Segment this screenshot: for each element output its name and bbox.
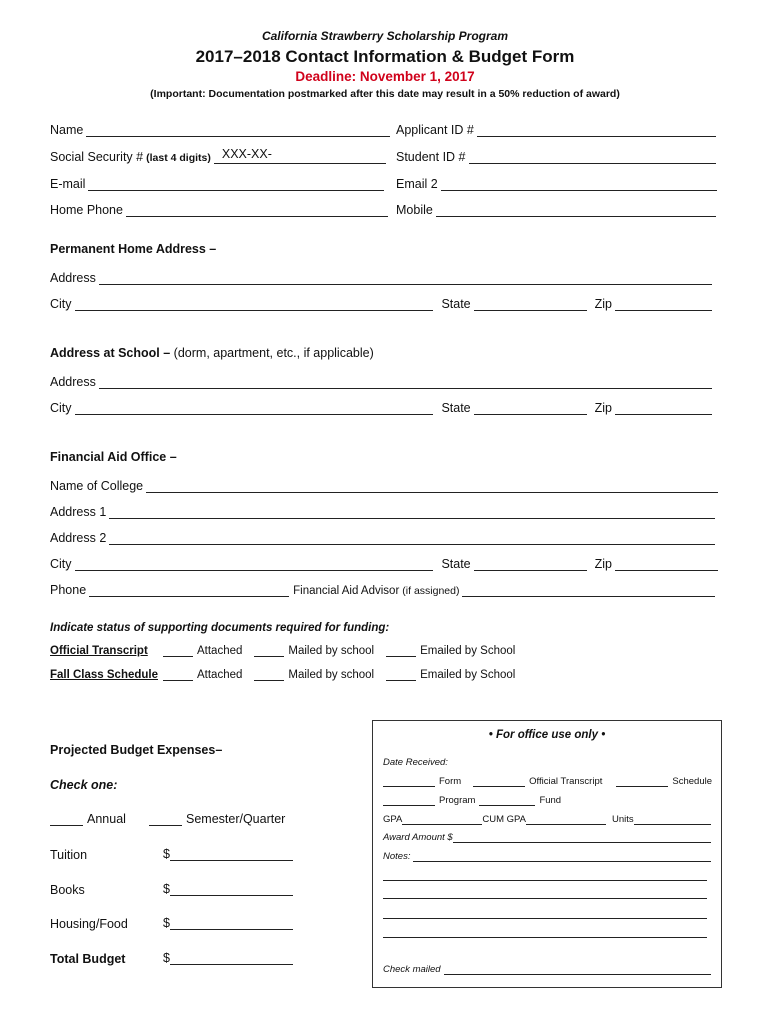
finaid-address2-label: Address 2 (50, 531, 107, 545)
office-row-check (383, 964, 711, 975)
ssn-field[interactable] (50, 146, 386, 164)
option-label: Emailed by School (420, 669, 516, 681)
option-label: Emailed by School (420, 645, 516, 657)
school-state-label: State (441, 401, 471, 415)
finaid-state-line[interactable] (474, 558, 587, 571)
ssn-label: Social Security # (50, 150, 144, 164)
home-phone-label: Home Phone (50, 203, 123, 217)
units-label: Units (612, 814, 634, 825)
form-field[interactable] (383, 776, 461, 787)
applicant-id-label: Applicant ID # (396, 123, 474, 137)
office-row-3 (383, 814, 711, 825)
option-label: Attached (197, 669, 243, 681)
email2-label: Email 2 (396, 177, 438, 191)
semester-label: Semester/Quarter (186, 812, 286, 826)
school-city-label: City (50, 401, 72, 415)
school-address-heading (50, 346, 374, 360)
email2-line[interactable] (441, 178, 717, 191)
finaid-address2-line[interactable] (109, 532, 715, 545)
office-use-box (372, 720, 722, 988)
mobile-label: Mobile (396, 203, 433, 217)
permanent-city-label: City (50, 297, 72, 311)
applicant-id-field[interactable] (396, 119, 716, 137)
books-amount[interactable] (163, 882, 293, 896)
transcript-mailed-option[interactable] (254, 645, 374, 657)
checkbox-line[interactable] (386, 645, 416, 657)
school-address-field[interactable] (50, 371, 712, 389)
dollar-sign: $ (163, 847, 170, 861)
check-mailed-line[interactable] (444, 964, 711, 975)
permanent-address-line[interactable] (99, 272, 712, 285)
finaid-city-row (50, 553, 718, 571)
semester-option[interactable] (149, 812, 285, 826)
dollar-sign: $ (163, 916, 170, 930)
finaid-state-label: State (441, 557, 471, 571)
home-phone-line[interactable] (126, 204, 388, 217)
option-label: Attached (197, 645, 243, 657)
school-zip-label: Zip (594, 401, 612, 415)
schedule-line[interactable] (616, 776, 668, 787)
finaid-phone-label: Phone (50, 583, 87, 597)
home-phone-field[interactable] (50, 199, 388, 217)
important-note: (Important: Documentation postmarked after this date may result in a 50% reduction of award) (150, 88, 620, 100)
schedule-emailed-option[interactable] (386, 669, 515, 681)
checkbox-line[interactable] (254, 645, 284, 657)
dollar-sign: $ (163, 882, 170, 896)
finaid-zip-line[interactable] (615, 558, 718, 571)
date-received-label: Date Received: (383, 757, 448, 768)
school-state-line[interactable] (474, 402, 587, 415)
transcript-line[interactable] (473, 776, 525, 787)
annual-label: Annual (87, 812, 126, 826)
finaid-city-label: City (50, 557, 72, 571)
schedule-field[interactable] (616, 776, 712, 787)
finaid-address2-field[interactable] (50, 527, 715, 545)
student-id-line[interactable] (469, 151, 717, 164)
office-row-notes (383, 851, 711, 862)
budget-heading: Projected Budget Expenses– (50, 743, 223, 757)
cum-gpa-label: CUM GPA (482, 814, 526, 825)
semester-checkbox-line[interactable] (149, 814, 182, 826)
fund-field[interactable] (479, 795, 561, 806)
advisor-label: Financial Aid Advisor (293, 585, 400, 597)
housing-line[interactable] (170, 918, 293, 930)
books-line[interactable] (170, 884, 293, 896)
schedule-attached-option[interactable] (163, 669, 242, 681)
form-title: 2017–2018 Contact Information & Budget Form (195, 47, 575, 66)
permanent-address-label: Address (50, 271, 96, 285)
college-line[interactable] (146, 480, 718, 493)
advisor-note: (if assigned) (402, 585, 460, 597)
program-label: Program (439, 795, 476, 806)
dollar-sign: $ (163, 951, 170, 965)
email-field[interactable] (50, 173, 384, 191)
finaid-phone-row (50, 579, 715, 597)
notes-line-4[interactable] (383, 917, 707, 919)
notes-line[interactable] (413, 851, 711, 862)
mobile-field[interactable] (396, 199, 716, 217)
award-label: Award Amount $ (383, 832, 453, 843)
permanent-state-line[interactable] (474, 298, 587, 311)
ssn-note: (last 4 digits) (146, 152, 211, 164)
doc-name: Fall Class Schedule (50, 669, 159, 681)
doc-name: Official Transcript (50, 645, 148, 657)
notes-line-5[interactable] (383, 936, 707, 938)
office-row-1 (383, 776, 711, 787)
total-amount[interactable] (163, 951, 293, 965)
advisor-line[interactable] (462, 584, 715, 597)
finaid-address1-label: Address 1 (50, 505, 107, 519)
books-label: Books (50, 883, 85, 897)
award-line[interactable] (453, 832, 711, 843)
email-label: E-mail (50, 177, 86, 191)
permanent-zip-label: Zip (594, 297, 612, 311)
email-line[interactable] (88, 178, 384, 191)
tuition-line[interactable] (170, 849, 293, 861)
total-line[interactable] (170, 953, 293, 965)
doc-row-transcript (50, 645, 527, 657)
mobile-line[interactable] (436, 204, 716, 217)
applicant-id-line[interactable] (477, 124, 716, 137)
deadline-text: Deadline: November 1, 2017 (295, 69, 475, 84)
notes-label: Notes: (383, 851, 411, 862)
housing-label: Housing/Food (50, 917, 128, 931)
finaid-zip-label: Zip (594, 557, 612, 571)
school-city-row (50, 397, 712, 415)
gpa-label: GPA (383, 814, 403, 825)
ssn-line[interactable] (214, 147, 386, 164)
transcript-emailed-option[interactable] (386, 645, 515, 657)
units-line[interactable] (634, 814, 711, 825)
annual-option[interactable] (50, 812, 126, 826)
fund-line[interactable] (479, 795, 535, 806)
office-row-award (383, 832, 711, 843)
finaid-address1-line[interactable] (109, 506, 715, 519)
checkbox-line[interactable] (254, 669, 284, 681)
checkbox-line[interactable] (163, 669, 193, 681)
school-city-line[interactable] (75, 402, 434, 415)
total-label: Total Budget (50, 952, 126, 966)
form-label: Form (439, 776, 462, 787)
notes-line-2[interactable] (383, 879, 707, 881)
gpa-line[interactable] (402, 814, 482, 825)
tuition-amount[interactable] (163, 847, 293, 861)
college-field[interactable] (50, 475, 718, 493)
option-label: Mailed by school (288, 645, 375, 657)
option-label: Mailed by school (288, 669, 375, 681)
transcript-attached-option[interactable] (163, 645, 242, 657)
annual-checkbox-line[interactable] (50, 814, 83, 826)
housing-amount[interactable] (163, 916, 293, 930)
schedule-mailed-option[interactable] (254, 669, 374, 681)
permanent-address-field[interactable] (50, 267, 712, 285)
program-field[interactable] (383, 795, 475, 806)
office-row-2 (383, 795, 711, 806)
finaid-phone-line[interactable] (89, 584, 289, 597)
program-name: California Strawberry Scholarship Program (261, 29, 509, 43)
email2-field[interactable] (396, 173, 717, 191)
permanent-city-row (50, 293, 712, 311)
checkbox-line[interactable] (386, 669, 416, 681)
permanent-city-line[interactable] (75, 298, 434, 311)
name-line[interactable] (86, 124, 390, 137)
notes-line-3[interactable] (383, 897, 707, 899)
college-label: Name of College (50, 479, 144, 493)
checkbox-line[interactable] (163, 645, 193, 657)
school-address-label: Address (50, 375, 96, 389)
tuition-label: Tuition (50, 848, 88, 862)
documents-intro: Indicate status of supporting documents required for funding: (50, 622, 390, 634)
transcript-label: Official Transcript (529, 776, 603, 787)
permanent-zip-line[interactable] (615, 298, 712, 311)
name-label: Name (50, 123, 84, 137)
school-address-heading-text: Address at School – (50, 346, 171, 360)
program-line[interactable] (383, 795, 435, 806)
schedule-label: Schedule (672, 776, 713, 787)
office-use-header: • For office use only • (488, 729, 606, 741)
school-address-line[interactable] (99, 376, 712, 389)
cum-gpa-line[interactable] (526, 814, 606, 825)
ssn-prefix: XXX-XX- (221, 147, 272, 161)
finaid-heading: Financial Aid Office – (50, 450, 177, 464)
student-id-field[interactable] (396, 146, 716, 164)
finaid-city-line[interactable] (75, 558, 434, 571)
school-address-note: (dorm, apartment, etc., if applicable) (173, 346, 374, 360)
finaid-address1-field[interactable] (50, 501, 715, 519)
permanent-state-label: State (441, 297, 471, 311)
check-one-label: Check one: (50, 778, 118, 792)
check-mailed-label: Check mailed (383, 964, 441, 975)
fund-label: Fund (539, 795, 562, 806)
transcript-field[interactable] (473, 776, 602, 787)
form-line[interactable] (383, 776, 435, 787)
doc-row-schedule (50, 669, 527, 681)
name-field[interactable] (50, 119, 390, 137)
student-id-label: Student ID # (396, 150, 466, 164)
permanent-address-heading: Permanent Home Address – (50, 242, 217, 256)
school-zip-line[interactable] (615, 402, 712, 415)
